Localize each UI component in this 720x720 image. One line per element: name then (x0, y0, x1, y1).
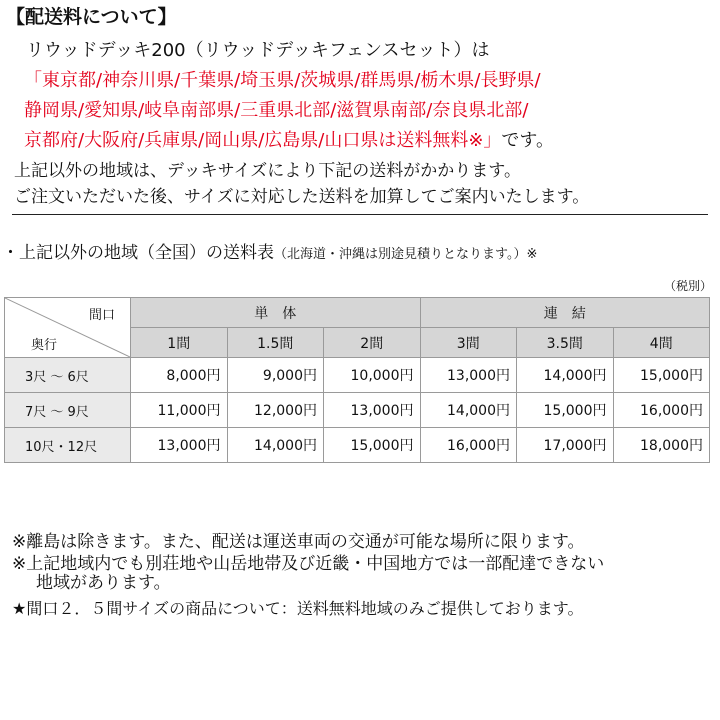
corner-width-label: 間口 (89, 308, 116, 323)
table-row (5, 428, 710, 463)
product-line: リウッドデッキ200（リウッドデッキフェンスセット）は (26, 40, 490, 61)
fee-cell: 9,000円 (227, 358, 324, 393)
note-undeliverable-line-2: 地域があります。 (36, 573, 171, 593)
shipping-fee-table (4, 297, 710, 463)
width-header: 3.5間 (517, 328, 614, 358)
fee-cell: 16,000円 (420, 428, 517, 463)
width-header: 1間 (131, 328, 228, 358)
paragraph-line-2: ご注文いただいた後、サイズに対応した送料を加算してご案内いたします。 (14, 187, 590, 207)
fee-cell: 13,000円 (324, 393, 421, 428)
fee-cell: 14,000円 (420, 393, 517, 428)
fee-cell: 12,000円 (227, 393, 324, 428)
free-regions-line-3-tail: です。 (501, 130, 554, 151)
paragraph-line-1: 上記以外の地域は、デッキサイズにより下記の送料がかかります。 (14, 161, 521, 181)
fee-cell: 15,000円 (324, 428, 421, 463)
fee-cell: 13,000円 (131, 428, 228, 463)
fee-cell: 10,000円 (324, 358, 421, 393)
table-corner-header (5, 298, 131, 358)
note-2-5-ken: ★間口２．５間サイズの商品について：送料無料地域のみご提供しております。 (12, 599, 584, 618)
width-header: 2間 (324, 328, 421, 358)
note-undeliverable (12, 555, 604, 593)
free-regions-line-3-red: 京都府/大阪府/兵庫県/岡山県/広島県/山口県は送料無料※」 (24, 130, 502, 151)
section-title: 【配送料について】 (6, 6, 177, 28)
corner-depth-label: 奥行 (31, 338, 58, 353)
note-undeliverable-line-1: ※上記地域内でも別荘地や山岳地帯及び近畿・中国地方では一部配達できない (12, 554, 605, 574)
divider (12, 214, 708, 215)
table-title (2, 238, 537, 263)
fee-cell: 15,000円 (613, 358, 710, 393)
fee-cell: 15,000円 (517, 393, 614, 428)
width-header: 4間 (613, 328, 710, 358)
group-header-linked: 連 結 (420, 298, 710, 328)
row-header: 3尺 ～ 6尺 (5, 358, 131, 393)
fee-cell: 8,000円 (131, 358, 228, 393)
fee-cell: 14,000円 (227, 428, 324, 463)
table-title-main: ・上記以外の地域（全国）の送料表 (2, 243, 274, 263)
table-row (5, 393, 710, 428)
tax-note: （税別） (664, 279, 713, 293)
free-regions-line-3 (24, 126, 554, 152)
free-regions-line-2: 静岡県/愛知県/岐阜南部県/三重県北部/滋賀県南部/奈良県北部/ (24, 100, 529, 121)
row-header: 10尺・12尺 (5, 428, 131, 463)
table-subnote: （北海道・沖縄は別途見積りとなります。）※ (274, 247, 538, 262)
table-row (5, 358, 710, 393)
fee-cell: 14,000円 (517, 358, 614, 393)
row-header: 7尺 ～ 9尺 (5, 393, 131, 428)
fee-cell: 18,000円 (613, 428, 710, 463)
group-header-single: 単 体 (131, 298, 421, 328)
fee-cell: 13,000円 (420, 358, 517, 393)
width-header: 3間 (420, 328, 517, 358)
fee-cell: 16,000円 (613, 393, 710, 428)
fee-cell: 11,000円 (131, 393, 228, 428)
fee-cell: 17,000円 (517, 428, 614, 463)
note-islands: ※離島は除きます。また、配送は運送車両の交通が可能な場所に限ります。 (12, 532, 585, 552)
width-header: 1.5間 (227, 328, 324, 358)
free-regions-line-1: 「東京都/神奈川県/千葉県/埼玉県/茨城県/群馬県/栃木県/長野県/ (24, 70, 541, 91)
